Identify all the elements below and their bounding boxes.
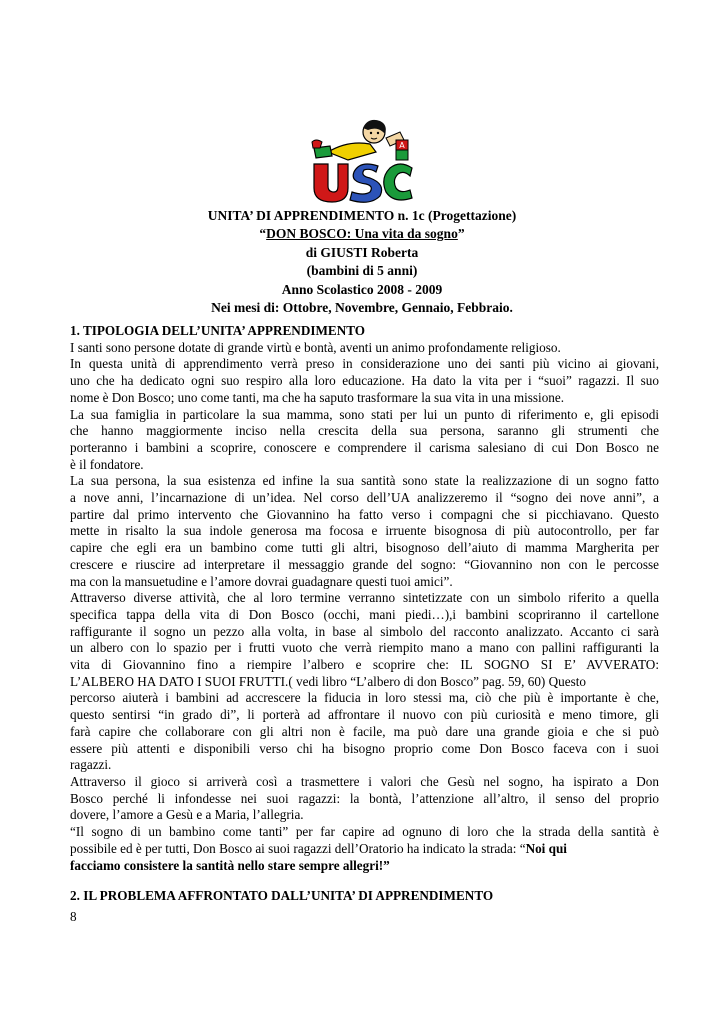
body-line: ragazzi. [70,757,112,773]
svg-text:A: A [399,141,405,150]
section-2-title: 2. IL PROBLEMA AFFRONTATO DALL’UNITA’ DI APPRENDIMENTO [70,888,494,904]
body-line: possibile ed è per tutti, Don Bosco ai suoi ragazzi dell’Oratorio ha indicato la strada: “Noi qui [70,840,567,856]
body-line: In questa unità di apprendimento verrà preso in considerazione uno dei santi più vicino ai giovani, [70,356,659,372]
body-line: mette in risalto la sua indole generosa ma focosa e irruente bisognosa di più autocontrollo, per far [70,523,659,539]
body-line: dovere, l’amore a Gesù e a Maria, l’allegria. [70,807,304,823]
months-line: Nei mesi di: Ottobre, Novembre, Gennaio, Febbraio. [211,300,513,316]
body-line: nome è Don Bosco; uno come tanti, ma che ha saputo trasformare la sua vita in una missione. [70,389,565,405]
body-line: crescere e riuscire ad interpretare il messaggio grande del sogno: “Giovannino non con le percosse [70,556,659,572]
unit-subtitle: “DON BOSCO: Una vita da sogno” [259,226,465,242]
body-line: vita di Giovannino fino a riempire l’albero e scoprire che: IL SOGNO SI E’ AVVERATO: [70,657,659,673]
bold-quote-start: Noi qui [525,840,567,856]
body-line: La sua famiglia in particolare la sua mamma, sono stati per lui un punto di riferimento e, gli episodi [70,406,659,422]
body-line: Bosco perché li infondesse nei suoi ragazzi: la bontà, l’attenzione all’altro, il senso del proprio [70,790,659,806]
child-figure [312,120,408,160]
body-line: essere più attenti e disponibili verso chi ha bisogno proprio come Don Bosco faceva con i suoi [70,740,659,756]
document-header [0,207,724,317]
body-line: specifica tappa della vita di Don Bosco (occhi, mani piedi…),i bambini scopriranno il cartellone [70,606,659,622]
school-logo-icon [308,118,418,204]
body-line: farà capire che collaborare con gli altri non è facile, ma può dare una grande gioia e che si può [70,723,659,739]
body-line: La sua persona, la sua esistenza ed infine la sua santità sono state la realizzazione di un sogno fatto [70,473,659,489]
body-line: Attraverso diverse attività, che al loro termine verranno sintetizzate con un simbolo riferito a quella [70,590,659,606]
unit-subtitle-underlined: DON BOSCO: Una vita da sogno [266,226,458,242]
body-line: che hanno maggiormente inciso nella crescita della sua persona, saranno gli strumenti che [70,423,659,439]
body-line: percorso aiuterà i bambini ad accrescere la fiducia in loro stessi ma, ciò che più è importante è che, [70,690,659,706]
body-line: a nove anni, l’incarnazione di un’idea. Nel corso dell’UA analizzeremo il “sogno dei nove anni”, a [70,490,659,506]
body-line: Attraverso il gioco si arriverà così a trasmettere i valori che Gesù nel sogno, ha ispirato a Don [70,773,659,789]
page-number: 8 [70,908,77,924]
body-line: ma con la mansuetudine e l’amore dovrai guadagnare questi tuoi amici”. [70,573,453,589]
unit-title: UNITA’ DI APPRENDIMENTO n. 1c (Progettazione) [207,208,517,223]
body-line: I santi sono persone dotate di grande virtù e bontà, aventi un animo profondamente religioso. [70,339,561,355]
body-line: un albero con lo spazio per i frutti vuoto che verrà riempito mano a mano con pallini raffiguranti la [70,640,659,656]
body-line: porteranno i bambini a scoprire, conoscere e comprendere il carisma salesiano di cui Don Bosco ne [70,439,659,455]
body-line: partire dal primo intervento che Giovannino ha fatto verso i compagni che si picchiavano. Questo [70,506,659,522]
school-year-line: Anno Scolastico 2008 - 2009 [281,281,443,297]
age-line: (bambini di 5 anni) [306,263,418,279]
body-line: “Il sogno di un bambino come tanti” per far capire ad ognuno di loro che la strada della santità è [70,824,659,840]
body-line: capire che egli era un bambino come tutti gli altri, bisognoso dell’aiuto di mamma Margherita per [70,540,659,556]
section-1-title: 1. TIPOLOGIA DELL’UNITA’ APPRENDIMENTO [70,323,366,338]
body-line: raffigurante il sogno un pezzo alla volta, in base al simbolo del racconto analizzato. Accanto ci sarà [70,623,659,639]
body-line: L’ALBERO HA DATO I SUOI FRUTTI.( vedi libro “L’albero di don Bosco” pag. 59, 60) Questo [70,673,586,689]
document-body [70,323,659,926]
bold-quote-end: facciamo consistere la santità nello stare sempre allegri!” [70,857,390,873]
body-line: questo sentirsi “in grado di”, li porterà ad affrontare il nuovo con più curiosità e meno timore, gli [70,707,659,723]
body-line: uno che ha dedicato ogni suo respiro alla loro educazione. Ha dato la vita per i “suoi” ragazzi. Il suo [70,373,659,389]
usc-letters [314,164,412,202]
body-line: è il fondatore. [70,456,144,472]
author-line: di GIUSTI Roberta [305,244,419,260]
